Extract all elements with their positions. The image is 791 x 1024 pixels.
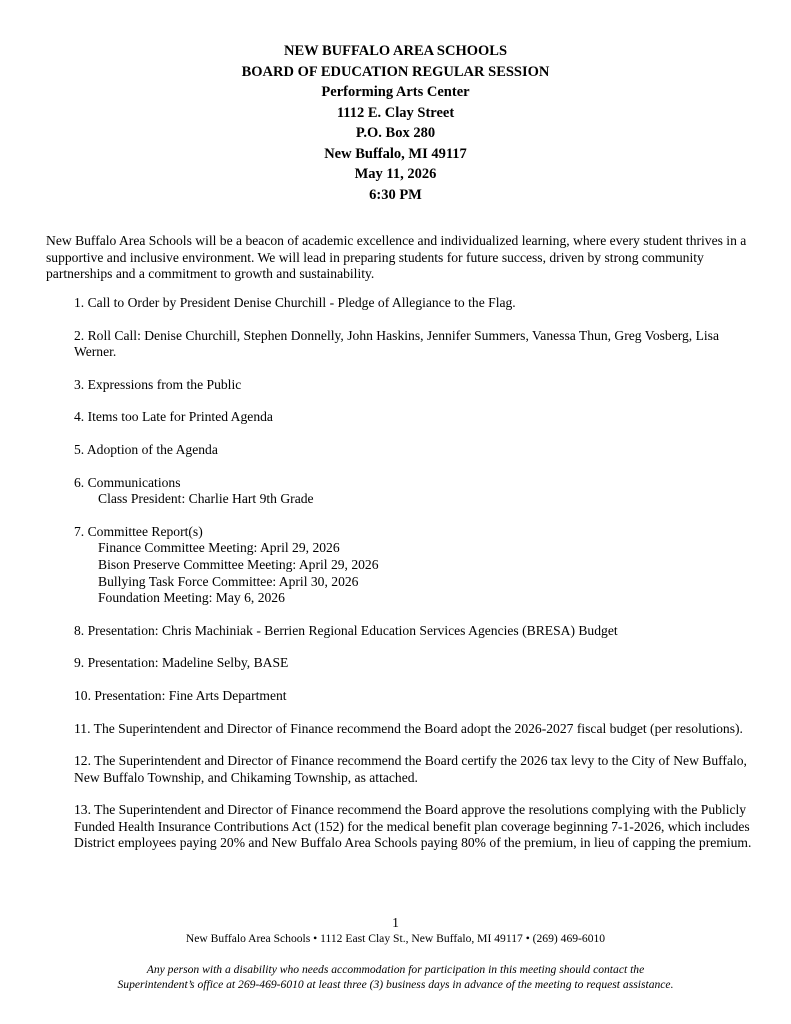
agenda-item: [74, 475, 764, 508]
meeting-header: [0, 41, 791, 205]
agenda-item: [74, 655, 764, 672]
agenda-sub-item: Bison Preserve Committee Meeting: April 29, 2026: [98, 556, 379, 572]
street-address: 1112 E. Clay Street: [336, 104, 455, 121]
agenda-item-text: 11. The Superintendent and Director of Finance recommend the Board adopt the 2026-2027 fiscal budget (per resolutions).: [74, 720, 743, 736]
notice-line: Any person with a disability who needs accommodation for participation in this meeting should contact the: [146, 963, 645, 976]
agenda-list: [74, 295, 764, 852]
agenda-item: [74, 377, 764, 394]
agenda-item-text: 2. Roll Call: Denise Churchill, Stephen Donnelly, John Haskins, Jennifer Summers, Vanessa Thun, Greg Vosberg, Lisa Werner.: [74, 327, 720, 360]
accessibility-notice: [0, 962, 791, 992]
agenda-item: [74, 623, 764, 640]
agenda-item: [74, 524, 764, 607]
agenda-item-text: 12. The Superintendent and Director of Finance recommend the Board certify the 2026 tax levy to the City of New Buffalo, New Buffalo Township, and Chikaming Township, as attached.: [74, 753, 747, 785]
agenda-item-text: 4. Items too Late for Printed Agenda: [74, 409, 273, 425]
notice-line: Superintendent’s office at 269-469-6010 at least three (3) business days in advance of the meeting to request assistance.: [117, 978, 674, 991]
footer-contact-info: New Buffalo Area Schools • 1112 East Clay St., New Buffalo, MI 49117 • (269) 469-6010: [185, 932, 606, 945]
agenda-item-text: 6. Communications: [74, 474, 181, 490]
po-box: P.O. Box 280: [355, 125, 436, 141]
agenda-item-text: 5. Adoption of the Agenda: [74, 441, 218, 457]
meeting-time: 6:30 PM: [369, 186, 422, 203]
agenda-item: [74, 295, 764, 312]
agenda-item: [74, 688, 764, 705]
session-title: BOARD OF EDUCATION REGULAR SESSION: [241, 63, 550, 80]
agenda-item-text: 1. Call to Order by President Denise Churchill - Pledge of Allegiance to the Flag.: [74, 295, 516, 310]
agenda-sub-item: Class President: Charlie Hart 9th Grade: [98, 491, 314, 507]
meeting-location: Performing Arts Center: [321, 84, 470, 100]
agenda-item: [74, 442, 764, 459]
meeting-date: May 11, 2026: [354, 166, 437, 182]
city-state-zip: New Buffalo, MI 49117: [324, 145, 467, 162]
mission-statement: New Buffalo Area Schools will be a beacon of academic excellence and individualized learning, where every student thrives in a supportive and inclusive environment. We will lead in preparing students for future success, driven by strong community partnerships and a commitment to growth and sustainability.: [46, 233, 747, 282]
agenda-item: [74, 802, 764, 852]
agenda-item-text: 7. Committee Report(s): [74, 523, 203, 539]
agenda-item: [74, 753, 764, 786]
agenda-item-text: 9. Presentation: Madeline Selby, BASE: [74, 655, 289, 671]
agenda-sub-item: Finance Committee Meeting: April 29, 2026: [98, 540, 340, 556]
agenda-item: [74, 721, 764, 738]
agenda-item-text: 8. Presentation: Chris Machiniak - Berrien Regional Education Services Agencies (BRESA) Budget: [74, 622, 618, 638]
agenda-sub-item: Bullying Task Force Committee: April 30, 2026: [98, 573, 359, 589]
agenda-item: [74, 409, 764, 426]
agenda-item-text: 3. Expressions from the Public: [74, 376, 242, 392]
page-number: 1: [392, 915, 399, 930]
agenda-item-text: 13. The Superintendent and Director of Finance recommend the Board approve the resolutions complying with the Publicly Funded Health Insurance Contributions Act (152) for the medical benefit plan coverage beginning 7-1-2026, which includes District employees paying 20% and New Buffalo Area Schools paying 80% of the premium, in lieu of capping the premium.: [74, 802, 752, 851]
agenda-item-text: 10. Presentation: Fine Arts Department: [74, 687, 287, 703]
agenda-sub-item: Foundation Meeting: May 6, 2026: [98, 590, 285, 606]
agenda-item: [74, 328, 764, 361]
district-name: NEW BUFFALO AREA SCHOOLS: [283, 43, 508, 59]
